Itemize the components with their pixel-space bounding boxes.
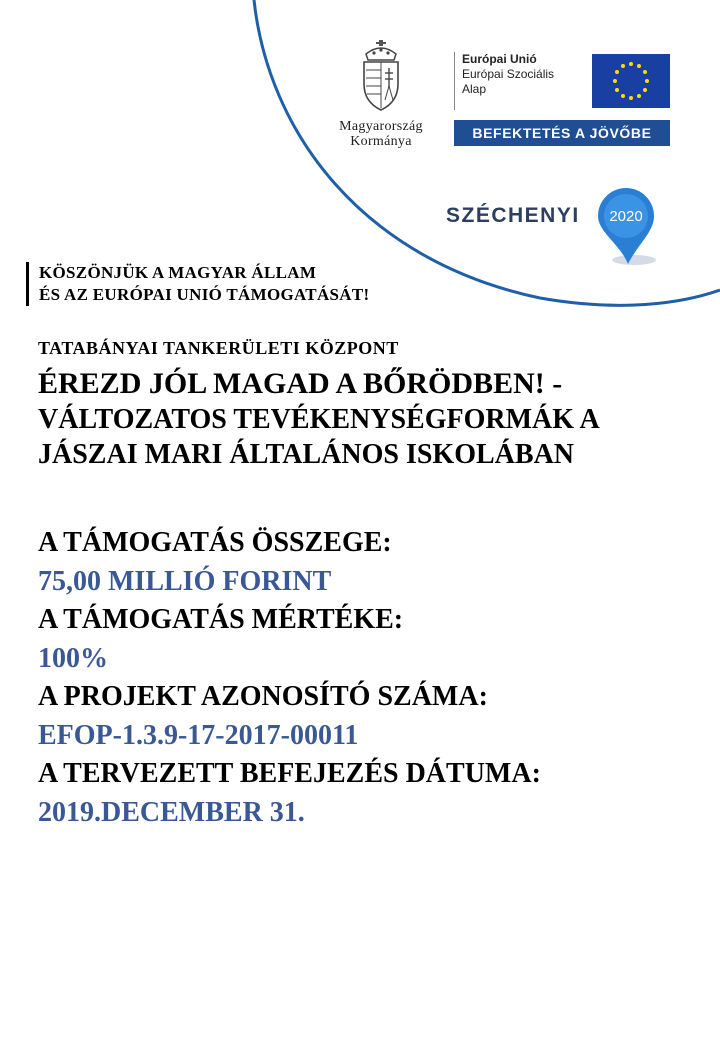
thanks-block bbox=[26, 262, 369, 306]
location-pin-icon bbox=[594, 186, 664, 268]
thanks-line2: ÉS AZ EURÓPAI UNIÓ TÁMOGATÁSÁT! bbox=[39, 285, 370, 304]
title-line3: JÁSZAI MARI ÁLTALÁNOS ISKOLÁBAN bbox=[38, 439, 575, 470]
coat-of-arms-icon bbox=[358, 40, 404, 112]
eu-banner: BEFEKTETÉS A JÖVŐBE bbox=[454, 120, 670, 146]
title-line1: ÉREZD JÓL MAGAD A BŐRÖDBEN! - bbox=[38, 367, 563, 400]
amount-label: A TÁMOGATÁS ÖSSZEGE: bbox=[38, 527, 392, 558]
szechenyi-logo bbox=[444, 186, 684, 270]
eu-flag-icon bbox=[592, 54, 670, 108]
project-info bbox=[38, 524, 541, 832]
government-logo bbox=[322, 40, 440, 149]
gov-logo-line2: Kormánya bbox=[350, 134, 412, 149]
rate-value: 100% bbox=[38, 642, 108, 674]
date-label: A TERVEZETT BEFEJEZÉS DÁTUMA: bbox=[38, 758, 541, 789]
project-title bbox=[38, 365, 708, 472]
szechenyi-text: SZÉCHENYI bbox=[446, 204, 580, 227]
eu-line2: Európai Szociális bbox=[462, 67, 555, 81]
organization-name: TATABÁNYAI TANKERÜLETI KÖZPONT bbox=[38, 338, 399, 358]
rate-label: A TÁMOGATÁS MÉRTÉKE: bbox=[38, 604, 404, 635]
eu-textbox bbox=[454, 52, 586, 110]
amount-value: 75,00 MILLIÓ FORINT bbox=[38, 565, 332, 597]
szechenyi-year: 2020 bbox=[609, 208, 643, 225]
project-id-label: A PROJEKT AZONOSÍTÓ SZÁMA: bbox=[38, 681, 488, 712]
eu-logo bbox=[454, 52, 674, 148]
date-value: 2019.DECEMBER 31. bbox=[38, 796, 305, 828]
gov-logo-line1: Magyarország bbox=[339, 119, 423, 134]
title-line2: VÁLTOZATOS TEVÉKENYSÉGFORMÁK A bbox=[38, 404, 600, 435]
eu-line3: Alap bbox=[462, 82, 487, 96]
eu-line1: Európai Unió bbox=[462, 52, 537, 66]
project-id-value: EFOP-1.3.9-17-2017-00011 bbox=[38, 719, 359, 751]
thanks-line1: KÖSZÖNJÜK A MAGYAR ÁLLAM bbox=[39, 263, 317, 282]
